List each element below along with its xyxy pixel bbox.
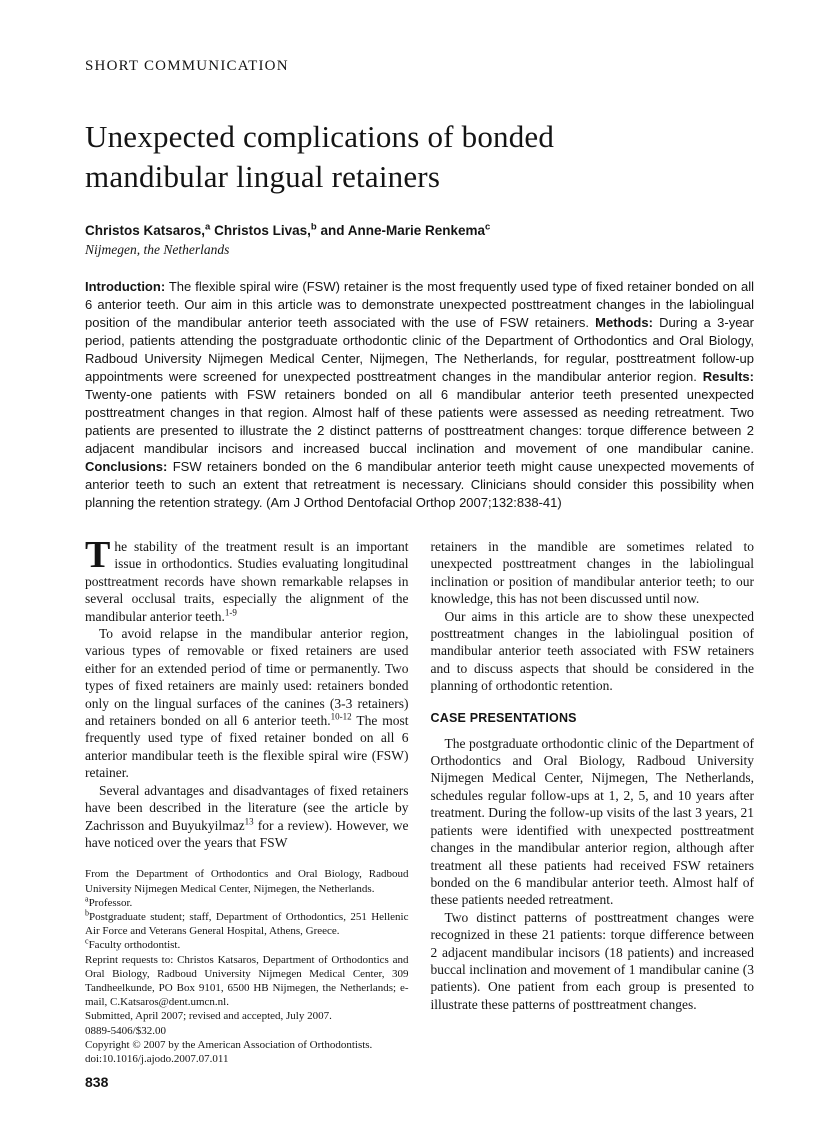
footnote-mark: a [85, 894, 89, 904]
left-column [85, 534, 409, 1066]
article-type-label: SHORT COMMUNICATION [85, 58, 289, 74]
reference-superscript: 1-9 [224, 607, 237, 618]
footnote-author-c [85, 938, 409, 952]
footnote-text: Reprint requests to: Christos Katsaros, Department of Orthodontics and Oral Biology, Radboud University Nijmegen Medical Center, 309 Tandheelkunde, PO Box 9101, 6500 HB Nijmegen, the Netherlands; e-mail, C.Katsaros@dent.umcn.nl. [85, 953, 409, 1009]
abstract-results-label: Results: [702, 369, 754, 384]
paragraph [85, 625, 409, 782]
author-line [85, 223, 754, 238]
paragraph [431, 608, 755, 695]
abstract [85, 278, 754, 512]
paragraph-text: Two distinct patterns of posttreatment changes were recognized in these 21 patients: torque difference between 2 adjacent mandibular incisors (18 patients) and increased buccal inclination and movement of 1 mandibular canine (3 patients). One patient from each group is presented to illustrate these patterns of posttreatment changes. [430, 909, 754, 1012]
footnote-text: Professor. [88, 896, 133, 909]
abstract-conclusions-label: Conclusions: [85, 459, 168, 474]
abstract-methods-label: Methods: [595, 315, 653, 330]
author-affiliation-mark: a [205, 221, 211, 233]
footnote-mark: b [85, 908, 89, 918]
paragraph-text: he stability of the treatment result is an important issue in orthodontics. Studies evaluating longitudinal posttreatment records have shown remarkable relapses in several occlusal traits, especially the alignment of the mandibular anterior teeth. [85, 539, 409, 624]
footnote-text: Faculty orthodontist. [88, 939, 181, 952]
abstract-introduction-text: The flexible spiral wire (FSW) retainer is the most frequently used type of fixed retainer bonded on all 6 anterior teeth. Our aim in this article was to demonstrate unexpected posttreatment changes in the labiolingual position of the mandibular anterior teeth associated with the use of FSW retainers. [85, 279, 754, 330]
footnote-issn-price [85, 1024, 409, 1038]
footnotes [85, 867, 409, 1066]
footnote-text: Submitted, April 2007; revised and accepted, July 2007. [85, 1010, 332, 1023]
footnote-submission-dates [85, 1009, 409, 1023]
footnote-doi [85, 1052, 409, 1066]
abstract-introduction-label: Introduction: [85, 279, 166, 294]
author-name: Christos Katsaros, [85, 223, 206, 238]
paragraph-text: retainers in the mandible are sometimes related to unexpected posttreatment changes in the labiolingual inclination or position of mandibular anterior teeth; to our knowledge, this has not been discussed until now. [430, 539, 754, 607]
author-name: and Anne-Marie Renkema [316, 223, 485, 238]
paragraph [85, 534, 409, 625]
footnote-text: Copyright © 2007 by the American Association of Orthodontists. [85, 1038, 373, 1051]
article-title-line2: mandibular lingual retainers [85, 159, 441, 194]
footnote-text: doi:10.1016/j.ajodo.2007.07.011 [85, 1052, 229, 1065]
footnote-reprint-requests [85, 953, 409, 1010]
footnote-mark: c [85, 936, 89, 946]
author-name: Christos Livas, [210, 223, 311, 238]
abstract-results-text: Twenty-one patients with FSW retainers bonded on all 6 mandibular anterior teeth presented unexpected posttreatment changes in that region. Almost half of these patients were assessed as needing retreatment. Two patients are presented to illustrate the 2 distinct patterns of posttreatment changes: torque difference between 2 adjacent mandibular incisors and increased buccal inclination and movement of one mandibular canine. [85, 387, 754, 456]
author-affiliation-mark: b [310, 221, 317, 233]
abstract-methods-text: During a 3-year period, patients attending the postgraduate orthodontic clinic of the Department of Orthodontics and Oral Biology, Radboud University Nijmegen Medical Center, Nijmegen, The Netherlands, for regular, posttreatment follow-up appointments were screened for unexpected posttreatment changes in the mandibular anterior region. [85, 315, 754, 384]
paragraph-text: To avoid relapse in the mandibular anterior region, various types of removable or fixed retainers are used either for an extended period of time or permanently. Two types of fixed retainers are mainly used: retainers bonded only on the lingual surfaces of the canines (3-3 retainers) and retainers bonded on all 6 anterior teeth. [85, 626, 409, 729]
paragraph [431, 735, 755, 909]
abstract-conclusions-text: FSW retainers bonded on the 6 mandibular anterior teeth might cause unexpected movements of anterior teeth to such an extent that retreatment is necessary. Clinicians should consider this possibility when planning the retention strategy. (Am J Orthod Dentofacial Orthop 2007;132:838-41) [85, 459, 754, 510]
paragraph [85, 782, 409, 852]
footnote-author-a [85, 896, 409, 910]
reference-superscript: 10-12 [330, 711, 352, 722]
paragraph-text: for a review). However, we have noticed over the years that FSW [85, 817, 409, 850]
drop-cap: T [85, 534, 111, 576]
author-affiliation-mark: c [485, 221, 491, 233]
article-title-line1: Unexpected complications of bonded [85, 119, 555, 154]
right-column [431, 538, 755, 1066]
article-title [85, 117, 754, 197]
section-heading-case-presentations: CASE PRESENTATIONS [430, 710, 577, 725]
footnote-text: From the Department of Orthodontics and Oral Biology, Radboud University Nijmegen Medical Center, Nijmegen, the Netherlands. [85, 868, 409, 895]
footnote-affiliation [85, 867, 409, 895]
two-column-body [85, 534, 754, 1066]
affiliation-location: Nijmegen, the Netherlands [85, 242, 230, 257]
footnote-text: 0889-5406/$32.00 [85, 1024, 166, 1037]
reference-superscript: 13 [244, 816, 254, 826]
paragraph [431, 538, 755, 608]
footnote-copyright [85, 1038, 409, 1052]
paragraph-text: Several advantages and disadvantages of fixed retainers have been described in the literature (see the article by Zachrisson and Buyukyilmaz [85, 782, 409, 833]
footnote-author-b [85, 910, 409, 938]
page-number: 838 [85, 1074, 109, 1090]
paragraph [431, 909, 755, 1013]
paragraph-text: The postgraduate orthodontic clinic of the Department of Orthodontics and Oral Biology, Radboud University Nijmegen Medical Center, Nijmegen, The Netherlands, schedules regular follow-ups at 1, 2, 5, and 10 years after treatment. During the follow-up visits of the last 3 years, 21 patients were identified with unexpected posttreatment changes in the mandibular anterior region, although after treatment all these patients had received FSW retainers bonded on the 6 mandibular anterior teeth. Almost half of these patients needed retreatment. [430, 735, 754, 908]
paragraph-text: Our aims in this article are to show these unexpected posttreatment changes in the labiolingual position of mandibular anterior teeth associated with FSW retainers and to discuss aspects that should be considered in the planning of orthodontic retention. [430, 608, 754, 694]
footnote-text: Postgraduate student; staff, Department of Orthodontics, 251 Hellenic Air Force and Veterans General Hospital, Athens, Greece. [85, 910, 409, 938]
paragraph-text: The most frequently used type of fixed retainer bonded on all 6 anterior mandibular teeth is the flexible spiral wire (FSW) retainer. [85, 713, 409, 781]
